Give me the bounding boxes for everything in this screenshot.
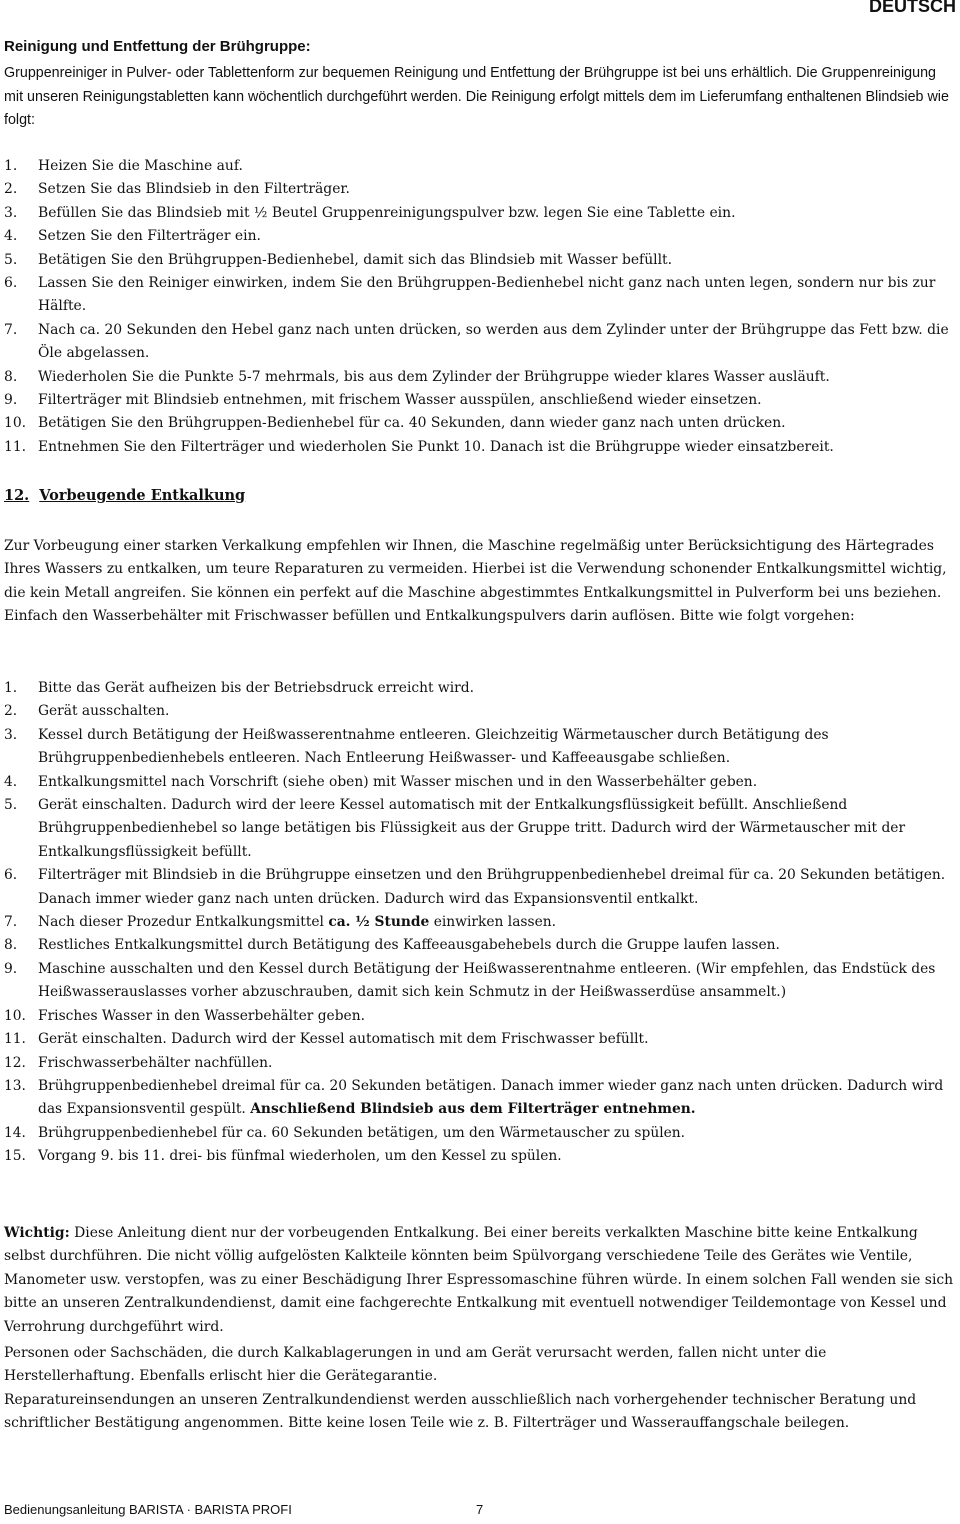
list-item-number: 7. xyxy=(4,914,18,931)
list-item-number: 13. xyxy=(4,1077,26,1094)
list-item xyxy=(4,911,954,934)
list-item-emphasis: Anschließend Blindsieb aus dem Filterträger entnehmen. xyxy=(250,1101,696,1118)
list-item-text: Gerät einschalten. Dadurch wird der Kessel automatisch mit dem Frischwasser befüllt. xyxy=(38,1031,649,1048)
important-text: Diese Anleitung dient nur der vorbeugenden Entkalkung. Bei einer bereits verkalkten Maschine bitte keine Entkalkung selbst durchführen. Die nicht völlig aufgelösten Kalkteile könnten beim Spülvorgang verschiedene Teile des Gerätes wie Ventile, Manometer usw. verstopfen, was zu einer Beschädigung Ihrer Espressomaschine führen würde. In einem solchen Fall wenden sie sich bitte an unseren Zentralkundendienst, damit eine fachgerechte Entkalkung mit eventuell notwendiger Teildemontage von Kessel und Verrohrung durchgeführt wird. xyxy=(4,1225,954,1335)
important-label: Wichtig: xyxy=(4,1225,70,1241)
list-item-text: Entnehmen Sie den Filterträger und wiederholen Sie Punkt 10. Danach ist die Brühgruppe wieder einsatzbereit. xyxy=(38,438,834,455)
list-item-number: 7. xyxy=(4,321,18,338)
list-item xyxy=(4,202,954,225)
list-item-number: 9. xyxy=(4,392,18,409)
list-item-text: Maschine ausschalten und den Kessel durch Betätigung der Heißwasserentnahme entleeren. (Wir empfehlen, das Endstück des Heißwasserauslasses vorher abzuschrauben, damit sich kein Schmutz in der Heißwasserdüse ansammelt.) xyxy=(38,960,936,1001)
list-item-text: Bitte das Gerät aufheizen bis der Betriebsdruck erreicht wird. xyxy=(38,680,474,696)
footer xyxy=(4,1502,484,1517)
list-item xyxy=(4,677,954,700)
list-item-text: Frischwasserbehälter nachfüllen. xyxy=(38,1054,273,1071)
list-item-text: Heizen Sie die Maschine auf. xyxy=(38,158,243,174)
list-item-number: 1. xyxy=(4,680,18,696)
list-item-number: 2. xyxy=(4,703,18,720)
list-item-number: 10. xyxy=(4,1007,26,1024)
list-item-text: Nach dieser Prozedur Entkalkungsmittel xyxy=(38,914,329,931)
list-item xyxy=(4,178,954,201)
list-item-text: Nach ca. 20 Sekunden den Hebel ganz nach unten drücken, so werden aus dem Zylinder unter der Brühgruppe das Fett bzw. die Öle abgelassen. xyxy=(38,321,949,362)
footer-manual-title: Bedienungsanleitung BARISTA · BARISTA PROFI xyxy=(4,1502,292,1517)
list-item-number: 15. xyxy=(4,1148,26,1165)
list-item-text: Gerät ausschalten. xyxy=(38,703,170,720)
list-item xyxy=(4,934,954,957)
list-item-number: 8. xyxy=(4,937,18,954)
list-item-text: Betätigen Sie den Brühgruppen-Bedienhebel für ca. 40 Sekunden, dann wieder ganz nach unten drücken. xyxy=(38,415,786,432)
list-item-text: Brühgruppenbedienhebel dreimal für ca. 20 Sekunden betätigen. Danach immer wieder ganz nach unten drücken. Dadurch wird das Expansionsventil gespült. xyxy=(38,1077,944,1118)
list-item-number: 8. xyxy=(4,368,18,385)
list-item xyxy=(4,958,954,1005)
section-title: Vorbeugende Entkalkung xyxy=(39,487,246,504)
section-title-cleaning: Reinigung und Entfettung der Brühgruppe: xyxy=(4,38,311,55)
list-item xyxy=(4,366,954,389)
descaling-intro: Zur Vorbeugung einer starken Verkalkung empfehlen wir Ihnen, die Maschine regelmäßig unter Berücksichtigung des Härtegrades Ihres Wassers zu entkalken, um teure Reparaturen zu vermeiden. Hierbei ist die Verwendung schonender Entkalkungsmittel wichtig, die kein Metall angreifen. Sie können ein perfekt auf die Maschine abgestimmtes Entkalkungsmittel in Pulverform bei uns beziehen. Einfach den Wasserbehälter mit Frischwasser befüllen und Entkalkungspulvers darin auflösen. Bitte wie folgt vorgehen: xyxy=(4,538,947,625)
list-item xyxy=(4,1145,954,1168)
list-item xyxy=(4,864,954,911)
list-item-number: 14. xyxy=(4,1124,26,1141)
list-item xyxy=(4,1028,954,1051)
descaling-steps-list xyxy=(4,677,954,1169)
list-item-text: Entkalkungsmittel nach Vorschrift (siehe oben) mit Wasser mischen und in den Wasserbehälter geben. xyxy=(38,773,758,790)
list-item xyxy=(4,1052,954,1075)
list-item-text: Kessel durch Betätigung der Heißwasserentnahme entleeren. Gleichzeitig Wärmetauscher durch Betätigung des Brühgruppenbedienhebels entleeren. Nach Entleerung Heißwasser- und Kaffeeausgabe schließen. xyxy=(38,726,829,767)
list-item-number: 11. xyxy=(4,1031,26,1048)
list-item-number: 1. xyxy=(4,158,18,174)
list-item-text: Gerät einschalten. Dadurch wird der leere Kessel automatisch mit der Entkalkungsflüssigkeit befüllt. Anschließend Brühgruppenbedienhebel so lange betätigen bis Flüssigkeit aus der Gruppe tritt. Dadurch wird der Wärmetauscher mit der Entkalkungsflüssigkeit befüllt. xyxy=(38,797,906,860)
list-item xyxy=(4,1075,954,1122)
section-heading-descaling xyxy=(4,487,245,504)
list-item xyxy=(4,771,954,794)
repair-note: Reparatureinsendungen an unseren Zentralkundendienst werden ausschließlich nach vorhergehender technischer Beratung und schriftlicher Bestätigung angenommen. Bitte keine losen Teile wie z. B. Filterträger und Wasserauffangschale beilegen. xyxy=(4,1392,917,1432)
list-item xyxy=(4,1005,954,1028)
list-item xyxy=(4,225,954,248)
section-number: 12. xyxy=(4,487,30,504)
list-item-number: 12. xyxy=(4,1054,26,1071)
list-item xyxy=(4,436,954,459)
language-label: DEUTSCH xyxy=(868,0,956,16)
list-item xyxy=(4,249,954,272)
list-item-text: Lassen Sie den Reiniger einwirken, indem Sie den Brühgruppen-Bedienhebel nicht ganz nach unten legen, sondern nur bis zur Hälfte. xyxy=(38,275,936,315)
list-item-number: 10. xyxy=(4,415,27,432)
list-item-text: Filterträger mit Blindsieb in die Brühgruppe einsetzen und den Brühgruppenbedienhebel dreimal für ca. 20 Sekunden betätigen. Danach immer wieder ganz nach unten drücken. Dadurch wird das Expansionsventil entkalkt. xyxy=(38,867,946,907)
list-item-number: 4. xyxy=(4,773,18,790)
list-item-text: Vorgang 9. bis 11. drei- bis fünfmal wiederholen, um den Kessel zu spülen. xyxy=(38,1148,562,1165)
list-item xyxy=(4,319,954,366)
list-item-text: Frisches Wasser in den Wasserbehälter geben. xyxy=(38,1007,365,1024)
list-item-number: 5. xyxy=(4,251,18,268)
section-intro-cleaning: Gruppenreiniger in Pulver- oder Tablettenform zur bequemen Reinigung und Entfettung der Brühgruppe ist bei uns erhältlich. Die Gruppenreinigung mit unseren Reinigungstabletten kann wöchentlich durchgeführt werden. Die Reinigung erfolgt mittels dem im Lieferumfang enthaltenen Blindsieb wie folgt: xyxy=(4,65,949,128)
cleaning-steps-list xyxy=(4,155,954,459)
list-item-text: Setzen Sie das Blindsieb in den Filterträger. xyxy=(38,181,350,198)
list-item-text: Restliches Entkalkungsmittel durch Betätigung des Kaffeeausgabehebels durch die Gruppe laufen lassen. xyxy=(38,937,780,954)
list-item-number: 9. xyxy=(4,960,18,977)
list-item-number: 11. xyxy=(4,438,27,455)
list-item-text: Setzen Sie den Filterträger ein. xyxy=(38,228,261,245)
list-item-text: Befüllen Sie das Blindsieb mit ½ Beutel Gruppenreinigungspulver bzw. legen Sie eine Tablette ein. xyxy=(38,204,736,221)
page-number: 7 xyxy=(476,1502,484,1517)
list-item xyxy=(4,155,954,178)
list-item-number: 4. xyxy=(4,228,18,245)
list-item-number: 6. xyxy=(4,867,18,884)
list-item-text: Filterträger mit Blindsieb entnehmen, mit frischem Wasser ausspülen, anschließend wieder einsetzen. xyxy=(38,392,762,409)
list-item xyxy=(4,272,954,319)
list-item-number: 2. xyxy=(4,181,18,198)
list-item xyxy=(4,724,954,771)
list-item-text-after: einwirken lassen. xyxy=(429,914,557,931)
important-note xyxy=(4,1222,954,1339)
list-item-text: Brühgruppenbedienhebel für ca. 60 Sekunden betätigen, um den Wärmetauscher zu spülen. xyxy=(38,1124,686,1141)
list-item xyxy=(4,700,954,723)
list-item xyxy=(4,389,954,412)
list-item-emphasis: ca. ½ Stunde xyxy=(328,914,430,931)
list-item xyxy=(4,412,954,435)
list-item xyxy=(4,1122,954,1145)
list-item xyxy=(4,794,954,864)
list-item-number: 3. xyxy=(4,204,18,221)
list-item-text: Wiederholen Sie die Punkte 5-7 mehrmals, bis aus dem Zylinder der Brühgruppe wieder klares Wasser ausläuft. xyxy=(38,368,830,385)
list-item-number: 6. xyxy=(4,275,18,292)
list-item-number: 5. xyxy=(4,797,18,814)
list-item-number: 3. xyxy=(4,726,18,743)
liability-note: Personen oder Sachschäden, die durch Kalkablagerungen in und am Gerät verursacht werden, fallen nicht unter die Herstellerhaftung. Ebenfalls erlischt hier die Gerätegarantie. xyxy=(4,1345,827,1385)
list-item-text: Betätigen Sie den Brühgruppen-Bedienhebel, damit sich das Blindsieb mit Wasser befüllt. xyxy=(38,251,673,268)
